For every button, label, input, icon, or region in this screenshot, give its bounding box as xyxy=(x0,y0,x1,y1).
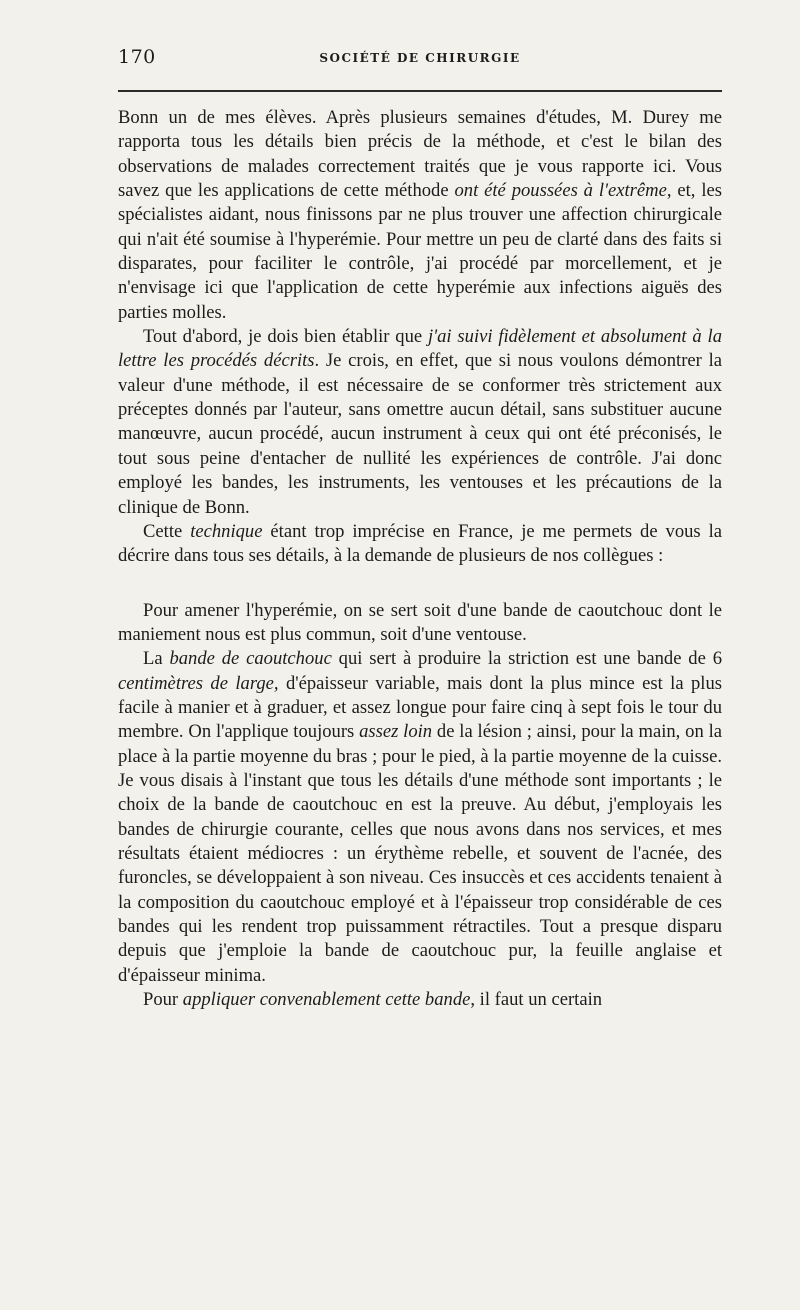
paragraph xyxy=(118,988,722,1012)
italic-phrase: j'ai suivi fidèlement et absolument à la lettre les procédés décrits xyxy=(118,326,722,372)
page-number: 170 xyxy=(118,46,156,68)
text-run: La xyxy=(143,648,170,670)
paragraph xyxy=(118,520,722,569)
italic-phrase: appliquer convenablement cette bande xyxy=(182,989,471,1011)
paragraph xyxy=(118,106,722,325)
text-run: Tout d'abord, je dois bien établir que xyxy=(143,326,428,348)
text-run: de la lésion ; ainsi, pour la main, on la place à la partie moyenne du bras ; pour le pied, à la partie moyenne de la cuisse. Je vous disais à l'instant que tous les détails d'une méthode sont importants ; le choix de la bande de caoutchouc en est la preuve. Au début, j'employais les bandes de chirurgie courante, celles que nous avons dans nos services, et mes résultats étaient médiocres : un érythème rebelle, et souvent de l'acnée, des furoncles, se développaient à son niveau. Ces insuccès et ces accidents tenaient à la composition du caoutchouc employé et à l'épaisseur trop considérable de ces bandes qui les rendent trop puissamment rétractiles. Tout a presque disparu depuis que j'emploie la bande de caoutchouc pur, la feuille anglaise et d'épaisseur minima. xyxy=(118,721,722,986)
italic-phrase: technique xyxy=(190,520,263,542)
text-run: d'épaisseur variable, mais dont la plus mince est la plus facile à manier et à graduer, et assez longue pour faire cinq à sept fois le tour du membre. On l'applique toujours xyxy=(118,672,722,743)
italic-phrase: bande de caoutchouc xyxy=(169,648,332,670)
body-text xyxy=(118,106,722,1012)
text-run: étant trop imprécise en France, je me permets de vous la décrire dans tous ses détails, à la demande de plusieurs de nos collègues : xyxy=(118,520,723,567)
paragraph xyxy=(118,325,722,520)
text-run: qui sert à produire la striction est une bande de 6 xyxy=(331,648,722,670)
italic-phrase: assez loin xyxy=(359,721,433,743)
italic-phrase: centimètres de large, xyxy=(118,672,279,694)
text-run: Pour amener l'hyperémie, on se sert soit d'une bande de caoutchouc dont le maniement nous est plus commun, soit d'une ventouse. xyxy=(118,599,722,645)
italic-phrase: ont été poussées à l'extrême xyxy=(454,180,667,202)
text-run: , et, les spécialistes aidant, nous finissons par ne plus trouver une affection chirurgicale qui n'ait été soumise à l'hyperémie. Pour mettre un peu de clarté dans des faits si disparates, pour faciliter le contrôle, j'ai procédé par morcellement, et je n'envisage ici que l'application de cette hyperémie aux infections aiguës des parties molles. xyxy=(118,180,722,323)
running-title: SOCIÉTÉ DE CHIRURGIE xyxy=(319,51,521,65)
page-header xyxy=(118,46,722,76)
text-run: Bonn un de mes élèves. Après plusieurs semaines d'études, M. Durey me rapporta tous les détails bien précis de la méthode, et c'est le bilan des observations de malades correctement traités que je vous rapporte ici. Vous savez que les applications de cette méthode xyxy=(118,107,722,202)
paragraph xyxy=(118,599,722,648)
text-run: Cette xyxy=(143,520,191,542)
text-run: Pour xyxy=(143,989,183,1011)
text-run: , il faut un certain xyxy=(470,989,603,1011)
text-run: . Je crois, en effet, que si nous voulons démontrer la valeur d'une méthode, il est nécessaire de se conformer très strictement aux préceptes donnés par l'auteur, sans omettre aucun détail, sans substituer aucune manœuvre, aucun procédé, aucun instrument à ceux qui ont été préconisés, le tout sous peine d'entacher de nullité les expériences de contrôle. J'ai donc employé les bandes, les instruments, les ventouses et les précautions de la clinique de Bonn. xyxy=(118,350,723,518)
section-break xyxy=(118,569,722,599)
header-rule xyxy=(118,90,722,92)
paragraph xyxy=(118,647,722,988)
